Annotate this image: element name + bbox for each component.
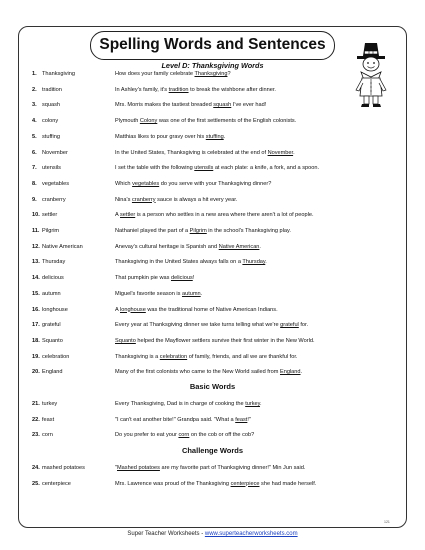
underlined-word: November xyxy=(267,149,294,156)
word-number: 22. xyxy=(32,416,40,423)
sentence-end: . xyxy=(259,243,261,250)
underlined-word: corn xyxy=(178,432,190,438)
spelling-word: squash xyxy=(42,102,61,109)
spelling-word: longhouse xyxy=(42,306,68,313)
underlined-word: tradition xyxy=(168,86,189,93)
word-row xyxy=(32,162,402,174)
sentence-end: do you serve with your Thanksgiving dinner? xyxy=(159,180,272,187)
underlined-word: stuffing xyxy=(205,133,224,140)
sentence-start: Plymouth xyxy=(115,118,140,125)
example-sentence xyxy=(115,178,271,190)
sentence-end: of family, friends, and all we are thankful for. xyxy=(187,353,298,360)
challenge-words-heading: Challenge Words xyxy=(181,446,244,455)
sentence-start: "I can't eat another bite!" Grandpa said. "What a xyxy=(115,416,236,423)
example-sentence xyxy=(115,304,278,316)
example-sentence xyxy=(115,84,276,96)
word-row xyxy=(32,429,402,441)
sentence-end: at each plate: a knife, a fork, and a spoon. xyxy=(213,165,319,172)
example-sentence xyxy=(115,225,291,237)
sentence-start: Nathaniel played the part of a xyxy=(115,228,190,234)
example-sentence xyxy=(115,462,305,474)
sentence-start: I set the table with the following xyxy=(115,165,195,172)
word-number: 15. xyxy=(32,290,40,297)
spelling-word: Thursday xyxy=(42,259,66,266)
sentence-start: Nina's xyxy=(115,196,132,203)
underlined-word: Mashed potatoes xyxy=(117,465,160,471)
page-title: Spelling Words and Sentences xyxy=(99,36,326,53)
underlined-word: squash xyxy=(213,102,232,109)
footer-text: Super Teacher Worksheets - xyxy=(127,531,205,537)
sentence-end: . xyxy=(265,259,267,266)
sentence-start: That pumpkin pie was xyxy=(115,275,171,282)
spelling-word: feast xyxy=(42,416,55,423)
example-sentence xyxy=(115,147,295,159)
spelling-word: settler xyxy=(42,212,58,219)
sentence-start: Matthias likes to pour gravy over his xyxy=(115,133,206,140)
underlined-word: settler xyxy=(119,212,136,219)
sentence-end: to break the wishbone after dinner. xyxy=(188,86,276,93)
word-number: 25. xyxy=(32,480,40,487)
sentence-start: In the United States, Thanksgiving is celebrated at the end of xyxy=(115,149,268,156)
underlined-word: Colony xyxy=(139,118,158,125)
sentence-start: Anevay's cultural heritage is Spanish and xyxy=(115,243,219,250)
sentence-end: for. xyxy=(298,322,309,329)
example-sentence xyxy=(115,68,231,80)
sentence-end: ? xyxy=(227,71,231,77)
word-row xyxy=(32,131,402,143)
word-row xyxy=(32,147,402,159)
sentence-end: . xyxy=(223,133,226,140)
word-row xyxy=(32,351,402,363)
word-row xyxy=(32,68,402,80)
underlined-word: Squanto xyxy=(115,337,136,344)
word-row xyxy=(32,272,402,284)
basic-words-heading: Basic Words xyxy=(189,382,236,391)
sentence-start: Mrs. Morris makes the tastiest breaded xyxy=(115,102,214,109)
example-sentence xyxy=(115,99,266,111)
underlined-word: turkey xyxy=(245,401,261,407)
sentence-end: !" xyxy=(247,416,251,423)
underlined-word: delicious xyxy=(170,275,193,282)
sentence-start: Thanksgiving in the United States always falls on a xyxy=(115,259,243,266)
word-row xyxy=(32,256,402,268)
sentence-end: are my favorite part of Thanksgiving dinner!" Min Jun said. xyxy=(159,465,306,471)
word-number: 1. xyxy=(32,71,37,77)
example-sentence xyxy=(115,288,202,300)
spelling-word: Squanto xyxy=(42,337,63,344)
word-number: 9. xyxy=(32,196,37,203)
example-sentence xyxy=(115,194,237,206)
sentence-start: A xyxy=(115,306,120,313)
sentence-end: . xyxy=(260,401,262,407)
spelling-word: cranberry xyxy=(42,196,66,203)
spelling-word: Thanksgiving xyxy=(42,71,75,77)
example-sentence xyxy=(115,131,225,143)
underlined-word: autumn xyxy=(181,290,201,297)
underlined-word: celebration xyxy=(159,353,188,360)
word-row xyxy=(32,241,402,253)
underlined-word: longhouse xyxy=(119,306,146,313)
sentence-end: . xyxy=(200,290,203,297)
sentence-start: Many of the first colonists who came to the New World sailed from xyxy=(115,369,280,376)
example-sentence xyxy=(115,256,267,268)
spelling-word: Pilgrim xyxy=(42,228,60,234)
sentence-end: helped the Mayflower settlers survive their first winter in the New World. xyxy=(135,337,315,344)
spelling-word: stuffing xyxy=(42,133,60,140)
example-sentence xyxy=(115,335,315,347)
word-row xyxy=(32,366,402,378)
word-row xyxy=(32,462,402,474)
underlined-word: centerpiece xyxy=(230,480,260,487)
footer xyxy=(0,531,425,537)
word-row xyxy=(32,304,402,316)
word-row xyxy=(32,194,402,206)
spelling-word: turkey xyxy=(42,401,58,407)
footer-link[interactable]: www.superteacherworksheets.com xyxy=(204,531,298,537)
example-sentence xyxy=(115,319,308,331)
example-sentence xyxy=(115,398,262,410)
word-number: 5. xyxy=(32,133,37,140)
spelling-word: utensils xyxy=(42,165,61,172)
word-number: 8. xyxy=(32,180,37,187)
spelling-word: centerpiece xyxy=(42,480,71,487)
word-row xyxy=(32,288,402,300)
sentence-start: Every year at Thanksgiving dinner we take turns telling what we're xyxy=(115,322,281,329)
sentence-end: is a person who settles in a new area where there aren't a lot of people. xyxy=(135,212,314,219)
page-subtitle: Level D: Thanksgiving Words xyxy=(161,61,264,70)
sentence-start: In Ashley's family, it's xyxy=(115,86,169,93)
word-number: 3. xyxy=(32,102,37,109)
spelling-word: celebration xyxy=(42,353,70,360)
sentence-end: was one of the first settlements of the English colonists. xyxy=(157,118,297,125)
underlined-word: England xyxy=(279,369,301,376)
word-row xyxy=(32,414,402,426)
sentence-end: was the traditional home of Native American Indians. xyxy=(145,306,278,313)
word-number: 23. xyxy=(32,432,40,438)
sentence-end: . xyxy=(300,369,303,376)
spelling-word: Native American xyxy=(42,243,83,250)
sentence-end: on the cob or off the cob? xyxy=(189,432,255,438)
sentence-start: Mrs. Lawrence was proud of the Thanksgiving xyxy=(115,480,231,487)
underlined-word: Pilgrim xyxy=(189,228,207,234)
word-number: 20. xyxy=(32,369,40,376)
word-number: 2. xyxy=(32,86,37,93)
underlined-word: Thursday xyxy=(242,259,266,266)
example-sentence xyxy=(115,162,319,174)
sentence-start: How does your family celebrate xyxy=(115,71,195,77)
sentence-end: she had made herself. xyxy=(259,480,317,487)
example-sentence xyxy=(115,478,316,490)
spelling-word: colony xyxy=(42,118,59,125)
example-sentence xyxy=(115,209,314,221)
word-row xyxy=(32,478,402,490)
word-number: 10. xyxy=(32,212,40,219)
word-number: 24. xyxy=(32,465,40,471)
underlined-word: Thanksgiving xyxy=(194,71,228,77)
word-number: 11. xyxy=(32,228,40,234)
underlined-word: feast xyxy=(235,416,248,423)
word-number: 6. xyxy=(32,149,37,156)
word-row xyxy=(32,115,402,127)
word-row xyxy=(32,209,402,221)
sentence-end: I've ever had! xyxy=(231,102,267,109)
spelling-word: grateful xyxy=(42,322,61,329)
word-row xyxy=(32,84,402,96)
word-number: 4. xyxy=(32,118,37,125)
spelling-word: mashed potatoes xyxy=(42,465,85,471)
word-row xyxy=(32,398,402,410)
page-number: 121 xyxy=(384,520,390,524)
word-number: 21. xyxy=(32,401,40,407)
sentence-start: Do you prefer to eat your xyxy=(115,432,179,438)
spelling-word: corn xyxy=(42,432,53,438)
example-sentence xyxy=(115,366,302,378)
example-sentence xyxy=(115,241,261,253)
sentence-start: Miguel's favorite season is xyxy=(115,290,182,297)
example-sentence xyxy=(115,351,297,363)
sentence-start: Every Thanksgiving, Dad is in charge of cooking the xyxy=(115,401,246,407)
spelling-word: vegetables xyxy=(42,180,70,187)
sentence-start: Thanksgiving is a xyxy=(115,353,160,360)
word-row xyxy=(32,319,402,331)
underlined-word: Native American xyxy=(218,243,260,250)
spelling-word: England xyxy=(42,369,63,376)
sentence-start: " xyxy=(115,465,117,471)
word-row xyxy=(32,225,402,237)
example-sentence xyxy=(115,429,254,441)
word-number: 14. xyxy=(32,275,40,282)
word-number: 18. xyxy=(32,337,40,344)
word-number: 7. xyxy=(32,165,37,172)
sentence-end: in the school's Thanksgiving play. xyxy=(206,228,291,234)
underlined-word: vegetables xyxy=(132,180,160,187)
example-sentence xyxy=(115,115,296,127)
sentence-end: sauce is always a hit every year. xyxy=(155,196,238,203)
example-sentence xyxy=(115,414,251,426)
spelling-word: November xyxy=(42,149,68,156)
example-sentence xyxy=(115,272,194,284)
sentence-start: Which xyxy=(115,180,133,187)
word-number: 12. xyxy=(32,243,40,250)
word-row xyxy=(32,99,402,111)
title-banner xyxy=(90,31,335,60)
word-row xyxy=(32,178,402,190)
word-number: 19. xyxy=(32,353,40,360)
sentence-end: . xyxy=(293,149,295,156)
word-number: 16. xyxy=(32,306,40,313)
underlined-word: grateful xyxy=(280,322,299,329)
spelling-word: autumn xyxy=(42,290,61,297)
sentence-end: ! xyxy=(192,275,195,282)
word-number: 17. xyxy=(32,322,40,329)
spelling-word: tradition xyxy=(42,86,62,93)
word-row xyxy=(32,335,402,347)
underlined-word: utensils xyxy=(194,165,214,172)
word-number: 13. xyxy=(32,259,40,266)
underlined-word: cranberry xyxy=(131,196,156,203)
sentence-start: A xyxy=(115,212,120,219)
spelling-word: delicious xyxy=(42,275,64,282)
